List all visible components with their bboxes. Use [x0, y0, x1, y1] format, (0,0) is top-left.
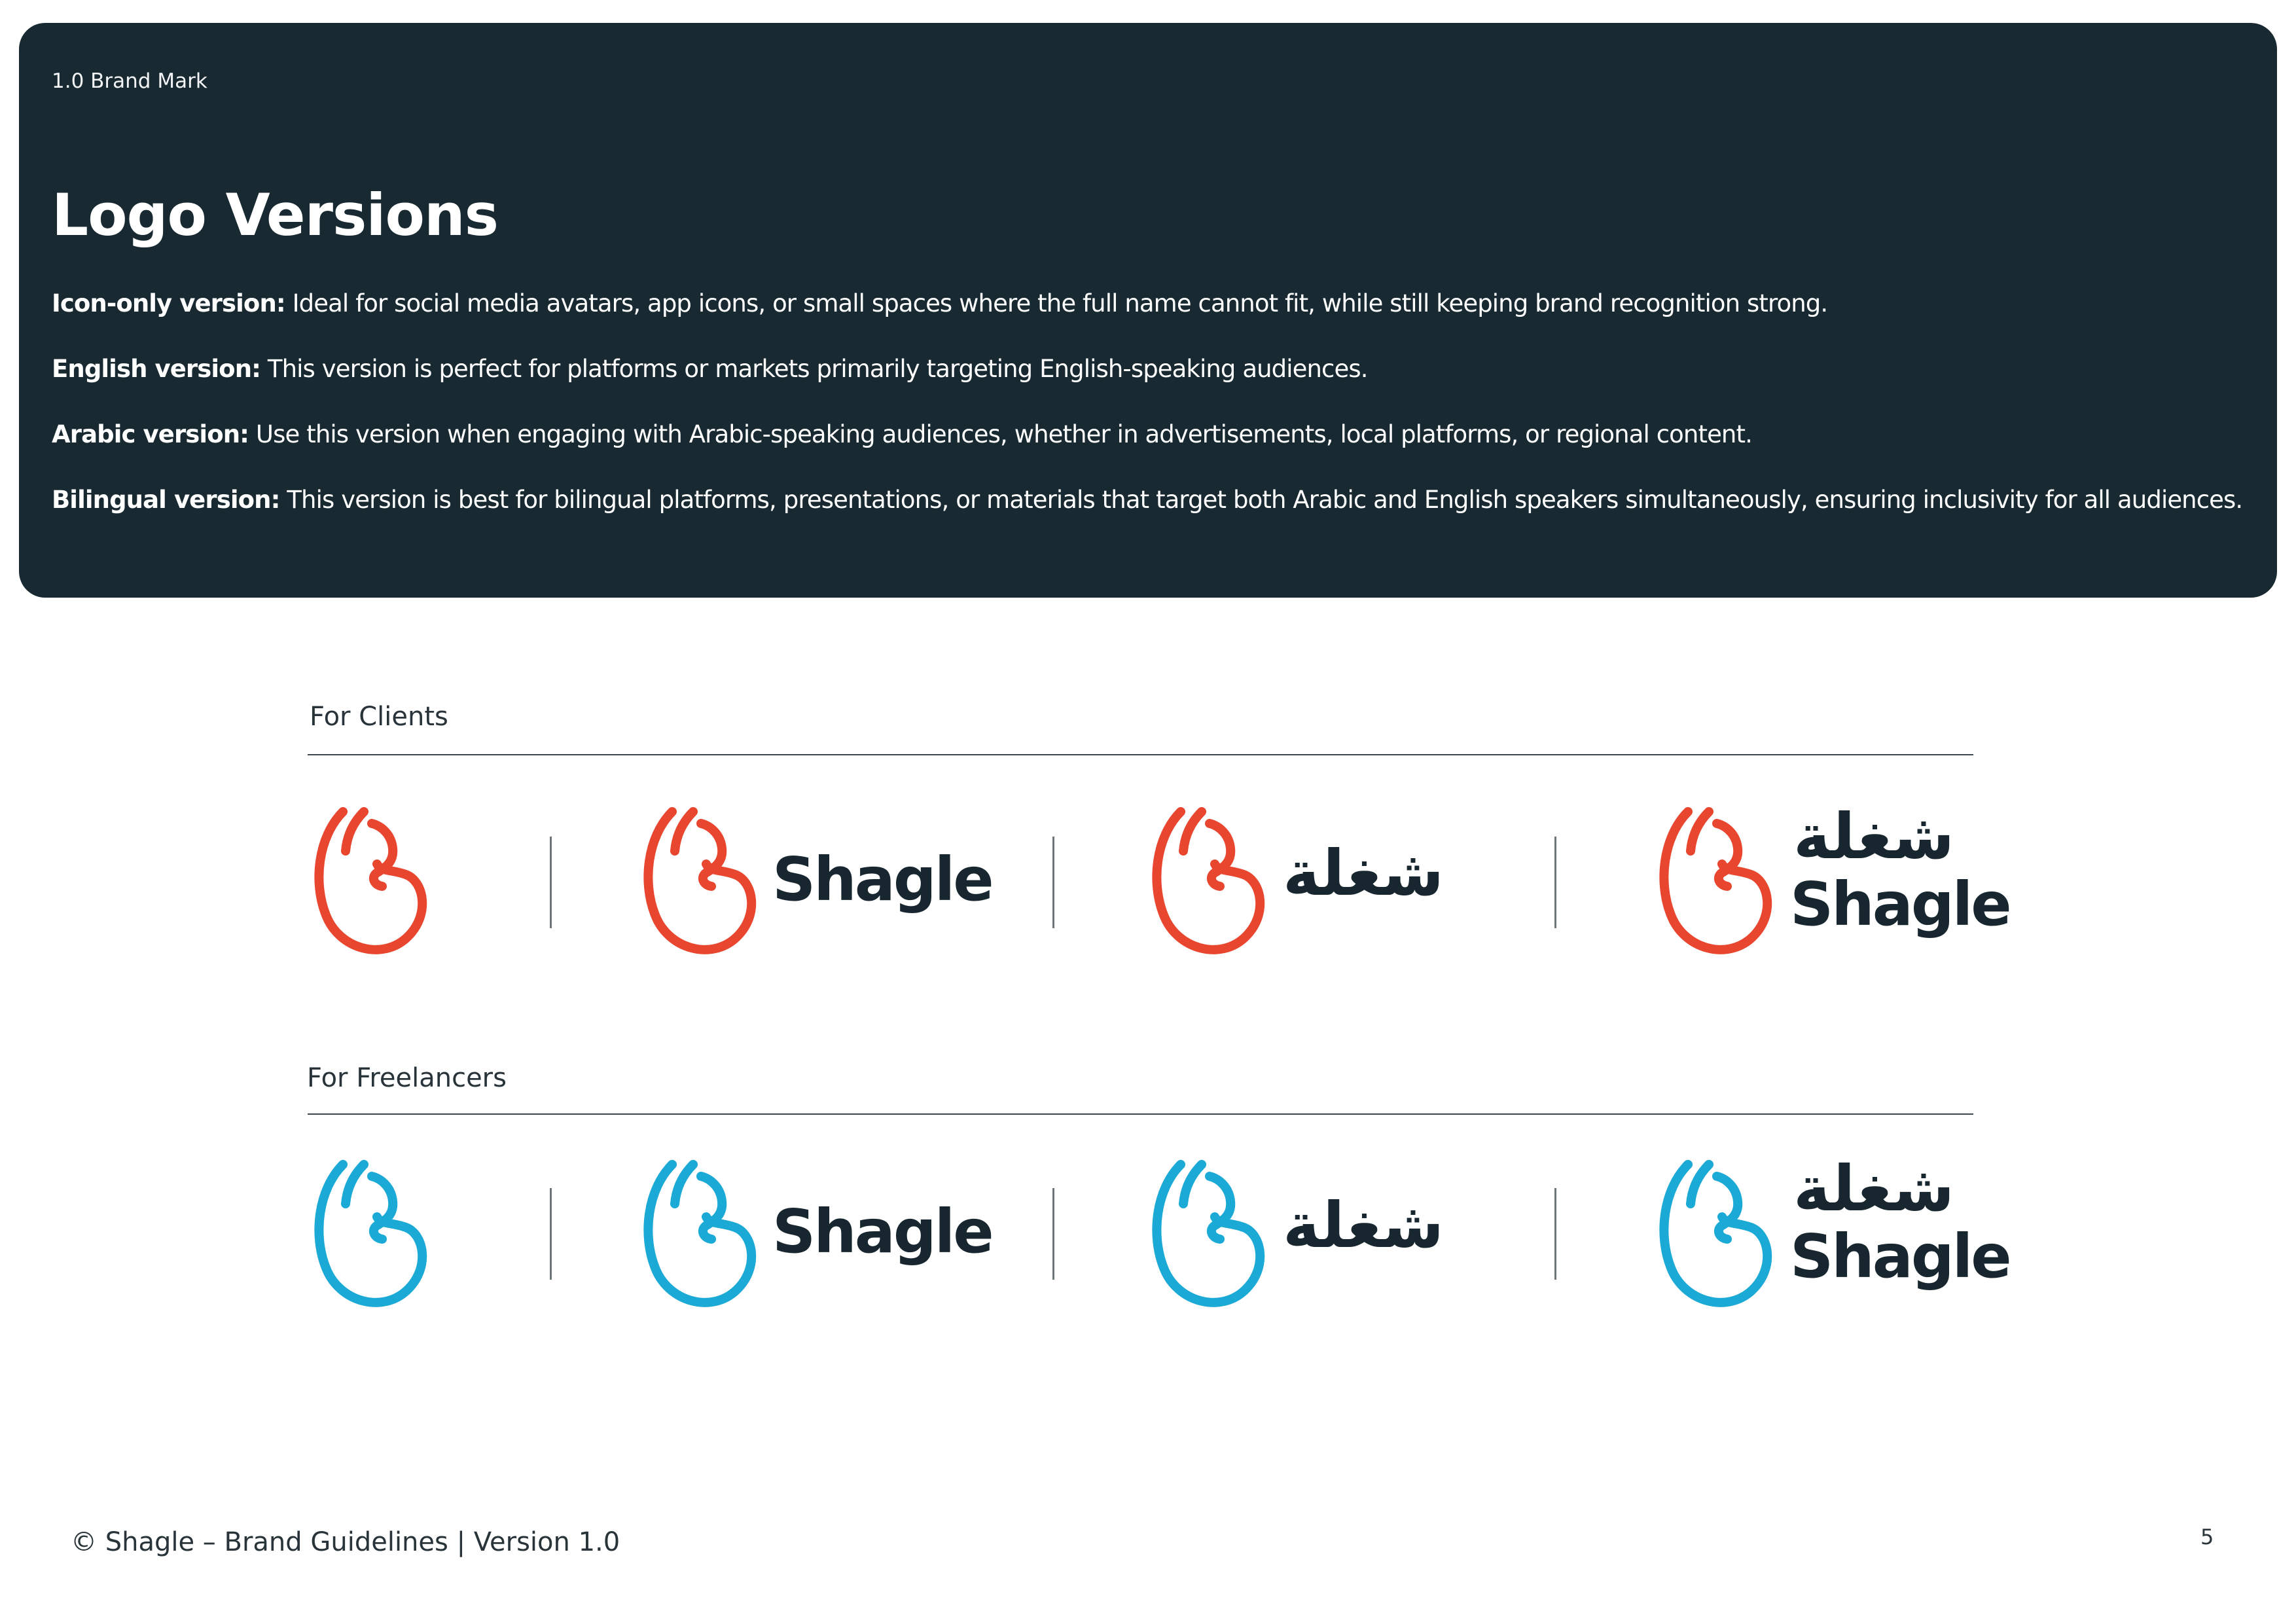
desc-bilingual — [52, 486, 2242, 514]
wordmark-english: Shagle — [1790, 1221, 2010, 1291]
group-label-clients: For Clients — [310, 702, 448, 732]
divider-clients — [308, 754, 1973, 755]
wordmark-arabic: شغلة — [1283, 837, 1444, 910]
shagle-hand-signal-icon — [309, 1157, 440, 1314]
client-bilingual-logo-mark — [1654, 804, 1785, 961]
shagle-hand-signal-icon — [638, 804, 769, 961]
desc-text: Ideal for social media avatars, app icons, or small spaces where the full name cannot fit, while still keeping brand recognition strong. — [285, 289, 1828, 317]
group-label-freelancers: For Freelancers — [307, 1063, 507, 1093]
freelancer-arabic-logo-mark — [1147, 1157, 1278, 1314]
footer-copyright: © Shagle – Brand Guidelines | Version 1.0 — [71, 1527, 620, 1557]
wordmark-arabic: شغلة — [1283, 1189, 1444, 1262]
wordmark-arabic: شغلة — [1793, 800, 1954, 873]
desc-label: Icon-only version: — [52, 289, 285, 317]
shagle-hand-signal-icon — [638, 1157, 769, 1314]
logo-separator — [1052, 837, 1054, 928]
logo-separator — [1554, 837, 1556, 928]
client-arabic-logo-mark — [1147, 804, 1278, 961]
client-icon-only-logo — [309, 804, 440, 961]
desc-label: English version: — [52, 355, 261, 383]
shagle-hand-signal-icon — [1147, 804, 1278, 961]
desc-text: This version is best for bilingual platforms, presentations, or materials that target both Arabic and English speakers simultaneously, ensuring inclusivity for all audiences. — [279, 486, 2243, 514]
desc-arabic — [52, 420, 1752, 448]
shagle-hand-signal-icon — [1654, 1157, 1785, 1314]
freelancer-icon-only-logo — [309, 1157, 440, 1314]
page-title: Logo Versions — [52, 181, 499, 249]
wordmark-english: Shagle — [772, 1197, 992, 1267]
logo-separator — [1554, 1188, 1556, 1280]
desc-text: Use this version when engaging with Arabic-speaking audiences, whether in advertisements, local platforms, or regional content. — [249, 420, 1752, 448]
divider-freelancers — [308, 1113, 1973, 1115]
logo-separator — [1052, 1188, 1054, 1280]
shagle-hand-signal-icon — [1147, 1157, 1278, 1314]
shagle-hand-signal-icon — [1654, 804, 1785, 961]
desc-label: Arabic version: — [52, 420, 249, 448]
logo-separator — [550, 1188, 552, 1280]
page-number: 5 — [2200, 1525, 2214, 1549]
shagle-hand-signal-icon — [309, 804, 440, 961]
desc-label: Bilingual version: — [52, 486, 280, 514]
logo-separator — [550, 837, 552, 928]
freelancer-bilingual-logo-mark — [1654, 1157, 1785, 1314]
desc-english — [52, 355, 1368, 383]
client-english-logo-mark — [638, 804, 769, 961]
wordmark-arabic: شغلة — [1793, 1152, 1954, 1225]
freelancer-english-logo-mark — [638, 1157, 769, 1314]
desc-icon-only — [52, 289, 1827, 317]
section-label: 1.0 Brand Mark — [52, 69, 207, 93]
wordmark-english: Shagle — [772, 844, 992, 914]
wordmark-english: Shagle — [1790, 869, 2010, 939]
desc-text: This version is perfect for platforms or markets primarily targeting English-speaking audiences. — [260, 355, 1368, 383]
